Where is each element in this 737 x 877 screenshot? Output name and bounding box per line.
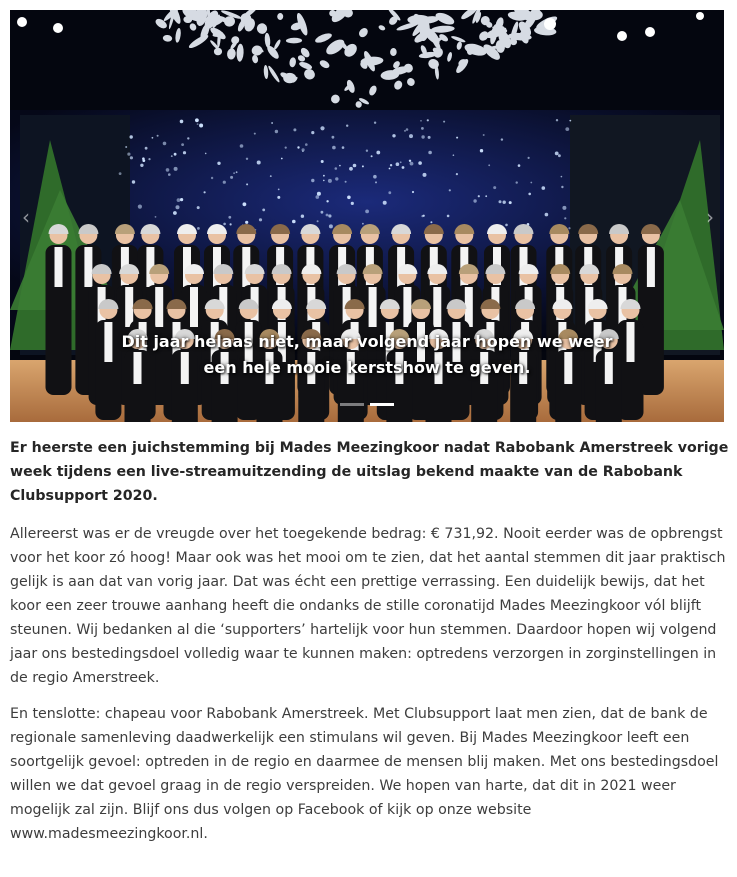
caption-line-2: een hele mooie kerstshow te geven. <box>203 358 531 377</box>
article-paragraph-2: En tenslotte: chapeau voor Rabobank Amerstreek. Met Clubsupport laat men zien, dat de bank de regionale samenleving daadwerkelijk een stimulans wil geven. Bij Mades Meezingkoor leeft een soortgelijk gevoel: optreden in de regio en daarmee de mensen blij maken. Met ons bestedingsdoel willen we dat gevoel graag in de regio verspreiden. We hopen van harte, dat dit in 2021 weer mogelijk zal zijn. Blijf ons dus volgen op Facebook of kijk op onze website www.madesmeezingkoor.nl. <box>10 706 719 842</box>
chevron-right-icon[interactable]: › <box>706 205 714 229</box>
slider-indicators <box>10 403 724 406</box>
caption-line-1: Dit jaar helaas niet, maar volgend jaar hopen we weer <box>121 332 613 351</box>
article-body <box>10 436 730 846</box>
article-lead: Er heerste een juichstemming bij Mades Meezingkoor nadat Rabobank Amerstreek vorige week tijdens een live-streamuitzending de uitslag bekend maakte van de Rabobank Clubsupport 2020. <box>10 440 729 504</box>
article-paragraph-1: Allereerst was er de vreugde over het toegekende bedrag: € 731,92. Nooit eerder was de opbrengst voor het koor zó hoog! Maar ook was het mooi om te zien, dat het aantal stemmen dit jaar praktisch gelijk is aan dat van vorig jaar. Dat was écht een prettige verrassing. Een duidelijk bewijs, dat het koor een zeer trouwe aanhang heeft die ondanks de stille coronatijd Mades Meezingkoor vól blijft steunen. Wij bedanken al die ‘supporters’ hartelijk voor hun stemmen. Daardoor hopen wij volgend jaar ons bestedingsdoel volledig waar te kunnen maken: optredens verzorgen in zorginstellingen in de regio Amerstreek. <box>10 526 726 686</box>
slide-caption <box>10 329 724 381</box>
chevron-left-icon[interactable]: ‹ <box>22 205 30 229</box>
slide-indicator-1[interactable] <box>340 403 364 406</box>
slide-indicator-2[interactable] <box>370 403 394 406</box>
photo-slider[interactable] <box>10 10 724 422</box>
choir-members <box>46 224 664 422</box>
